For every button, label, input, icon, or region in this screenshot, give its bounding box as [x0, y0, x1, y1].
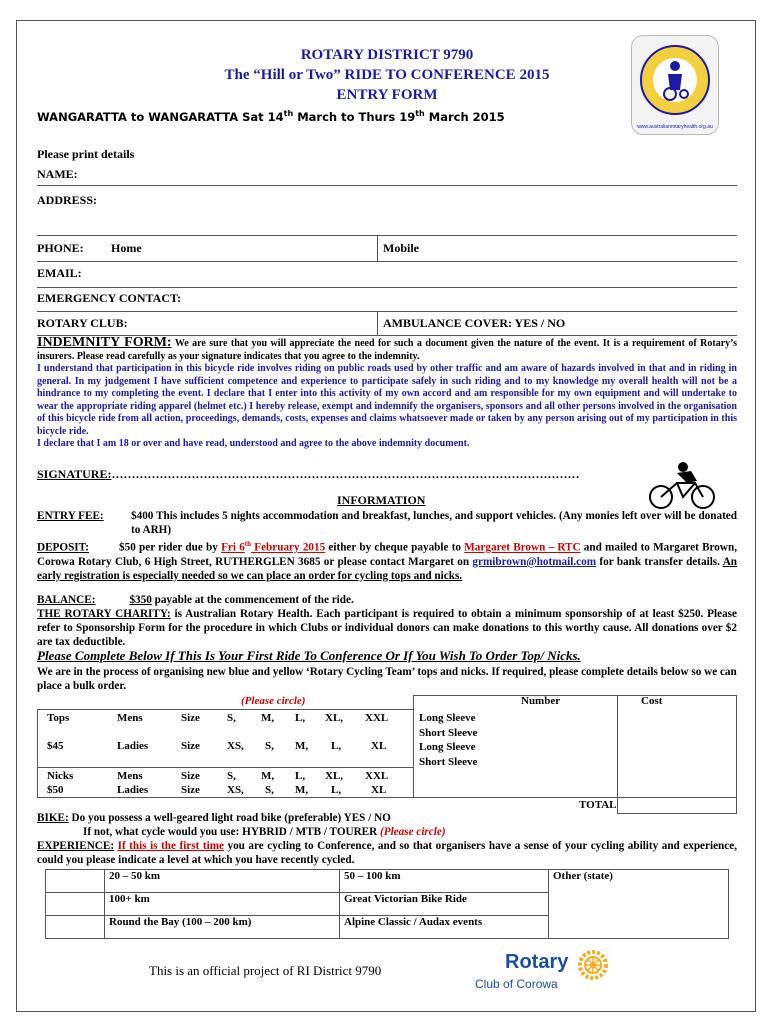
deposit-email-link[interactable]: grmibrown@hotmail.com: [472, 555, 597, 568]
address-label: ADDRESS:: [37, 193, 98, 207]
emergency-contact-field[interactable]: EMERGENCY CONTACT:: [37, 291, 182, 305]
balance-line: BALANCE: $350 payable at the commencement of the ride.: [37, 594, 354, 606]
number-header: Number: [521, 695, 561, 707]
mobile-phone-field[interactable]: Mobile: [383, 241, 419, 255]
order-heading: Please Complete Below If This Is Your First Ride To Conference Or If You Wish To Order Top/ Nicks.: [37, 648, 581, 663]
charity-paragraph: THE ROTARY CHARITY: is Australian Rotary Health. Each participant is required to obtain a minimum sponsorship of at least $250. Please refer to Sponsorship Form for the procedure in which Clubs or individual donors can make donations to this worthy cause. All donations over $2 are tax deductible.: [37, 608, 737, 648]
indemnity-heading: INDEMNITY FORM:: [37, 335, 172, 350]
size-option[interactable]: S,: [265, 784, 274, 796]
entry-fee-label: ENTRY FEE:: [37, 510, 104, 522]
nicks-row: Nicks Mens Size S, M, L, XL, XXL $50 Ladies Size XS, S, M, L, XL: [47, 769, 399, 797]
size-option[interactable]: XXL: [365, 770, 389, 782]
divider: [377, 235, 378, 261]
please-circle-note: (Please circle): [241, 695, 306, 707]
tops-price: $45: [47, 740, 64, 752]
ambulance-cover-field[interactable]: AMBULANCE COVER: YES / NO: [383, 316, 566, 330]
indemnity-age-declaration: I declare that I am 18 or over and have read, understood and agree to the above indemnity document.: [37, 438, 470, 449]
cost-header: Cost: [641, 695, 663, 707]
footer-text: This is an official project of RI District 9790: [149, 963, 382, 978]
nicks-label: Nicks: [47, 770, 74, 782]
name-field[interactable]: [107, 165, 737, 183]
experience-paragraph: EXPERIENCE: If this is the first time you are cycling to Conference, and so that organisers have a sense of your cycling ability and experience, could you please indicate a level at which you have recently cycled.: [37, 840, 738, 866]
cyclist-icon: [643, 461, 723, 511]
divider: [377, 311, 378, 335]
divider: [37, 235, 737, 236]
tops-row: Tops Mens Size S, M, L, XL, XXL $45 Ladies Size XS, S, M, L, XL: [47, 711, 399, 753]
size-option[interactable]: S,: [227, 712, 236, 724]
sleeve-options: [419, 711, 477, 769]
size-option[interactable]: XL,: [325, 770, 344, 782]
rotary-wheel-icon: [577, 949, 609, 981]
size-option[interactable]: XS,: [227, 784, 244, 796]
entry-form-page: [16, 20, 756, 1012]
size-option[interactable]: S,: [227, 770, 236, 782]
address-field[interactable]: [117, 189, 737, 233]
size-option[interactable]: L,: [331, 784, 342, 796]
svg-text:www.australianrotaryhealth.org: www.australianrotaryhealth.org.au: [637, 124, 713, 130]
size-option[interactable]: XXL: [365, 712, 389, 724]
experience-option[interactable]: Round the Bay (100 – 200 km): [105, 916, 340, 939]
entry-fee-text: $400 This includes 5 nights accommodation and breakfast, lunches, and support vehicles. (Any monies left over will be donated to ARH): [131, 510, 737, 536]
experience-table: [45, 869, 729, 939]
ride-dates: WANGARATTA to WANGARATTA Sat 14th March to Thurs 19th March 2015: [37, 109, 505, 124]
deposit-paragraph: DEPOSIT: $50 per rider due by Fri 6th February 2015 either by cheque payable to Margaret Brown – RTC and mailed to Margaret Brown, Corowa Rotary Club, 6 High Street, RUTHERGLEN 3685 or please contact Margaret on grmibrown@hotmail.com for bank transfer details. An early registration is especially needed so we can place an order for cycling tops and nicks.: [37, 540, 737, 582]
email-field[interactable]: EMAIL:: [37, 266, 82, 280]
experience-option[interactable]: Great Victorian Bike Ride: [340, 893, 549, 916]
print-details-note: Please print details: [37, 147, 135, 161]
indemnity-section: [37, 337, 737, 451]
size-option[interactable]: S,: [265, 740, 274, 752]
divider: [37, 261, 737, 262]
phone-label: PHONE:: [37, 241, 84, 255]
indemnity-intro: We are sure that you will appreciate the need for such a document given the nature of the event. It is a requirement of Rotary’s insurers. Please read carefully as your signature indicates that you agree to the indemnity.: [37, 338, 737, 362]
sleeve-option[interactable]: Short Sleeve: [419, 726, 478, 739]
information-heading: INFORMATION: [337, 493, 426, 507]
experience-checkbox[interactable]: [46, 870, 105, 893]
size-option[interactable]: M,: [261, 770, 275, 782]
experience-other-field[interactable]: Other (state): [549, 870, 729, 939]
order-table: [37, 695, 737, 815]
ride-title: The “Hill or Two” RIDE TO CONFERENCE 2015: [224, 67, 550, 83]
experience-checkbox[interactable]: [46, 893, 105, 916]
bike-question: BIKE: Do you possess a well-geared light road bike (preferable) YES / NO: [37, 812, 391, 824]
order-intro: We are in the process of organising new blue and yellow ‘Rotary Cycling Team’ tops and nicks. If required, please complete details below so we can place a bulk order.: [37, 666, 737, 692]
rotary-club-corowa-logo: Rotary Club of Corowa: [471, 949, 621, 995]
divider: [37, 287, 737, 288]
sleeve-option[interactable]: Long Sleeve: [419, 712, 476, 724]
total-label: TOTAL: [579, 799, 617, 811]
cycle-type-question: If not, what cycle would you use: HYBRID / MTB / TOURER (Please circle): [83, 826, 446, 838]
size-option[interactable]: M,: [295, 740, 309, 752]
home-phone-field[interactable]: Home: [111, 241, 142, 255]
australian-rotary-health-logo: [631, 35, 719, 135]
size-option[interactable]: L,: [295, 712, 306, 724]
experience-option[interactable]: 20 – 50 km: [105, 870, 340, 893]
sleeve-option[interactable]: Short Sleeve: [419, 755, 478, 768]
experience-checkbox[interactable]: [46, 916, 105, 939]
rotary-club-field[interactable]: ROTARY CLUB:: [37, 316, 128, 330]
indemnity-body: I understand that participation in this bicycle ride involves riding on public roads used by other traffic and am aware of hazards involved in that and in riding in general. In my judgement I have sufficient competence and experience to participate safely in such riding and to my knowledge my overall health will not be a hindrance to my completing the event. I declare that I enter into this activity of my own accord and am responsible for my own equipment and will undertake to wear the appropriate riding apparel (helmet etc.) I hereby release, exempt and indemnify the organisers, sponsors and all other persons involved in the organisation of this bicycle ride from all action, proceedings, demands, costs, expenses and claims whatsoever made or taken by any person arising out of my participation in this bicycle ride.: [37, 363, 737, 437]
size-option[interactable]: L,: [295, 770, 306, 782]
size-option[interactable]: XL,: [325, 712, 344, 724]
signature-line[interactable]: SIGNATURE:………………………………………………………………………………………………………: [37, 467, 580, 481]
size-option[interactable]: M,: [295, 784, 309, 796]
experience-option[interactable]: Alpine Classic / Audax events: [340, 916, 549, 939]
divider: [37, 185, 737, 186]
name-label: NAME:: [37, 167, 78, 181]
experience-option[interactable]: 50 – 100 km: [340, 870, 549, 893]
district-title: ROTARY DISTRICT 9790: [300, 47, 474, 63]
divider: [37, 311, 737, 312]
size-option[interactable]: XL: [371, 784, 387, 796]
size-option[interactable]: M,: [261, 712, 275, 724]
experience-option[interactable]: 100+ km: [105, 893, 340, 916]
size-option[interactable]: XL: [371, 740, 387, 752]
tops-label: Tops: [47, 712, 70, 724]
size-option[interactable]: L,: [331, 740, 342, 752]
nicks-price: $50: [47, 784, 64, 796]
size-option[interactable]: XS,: [227, 740, 244, 752]
sleeve-option[interactable]: Long Sleeve: [419, 741, 476, 753]
form-title: ENTRY FORM: [336, 87, 438, 103]
